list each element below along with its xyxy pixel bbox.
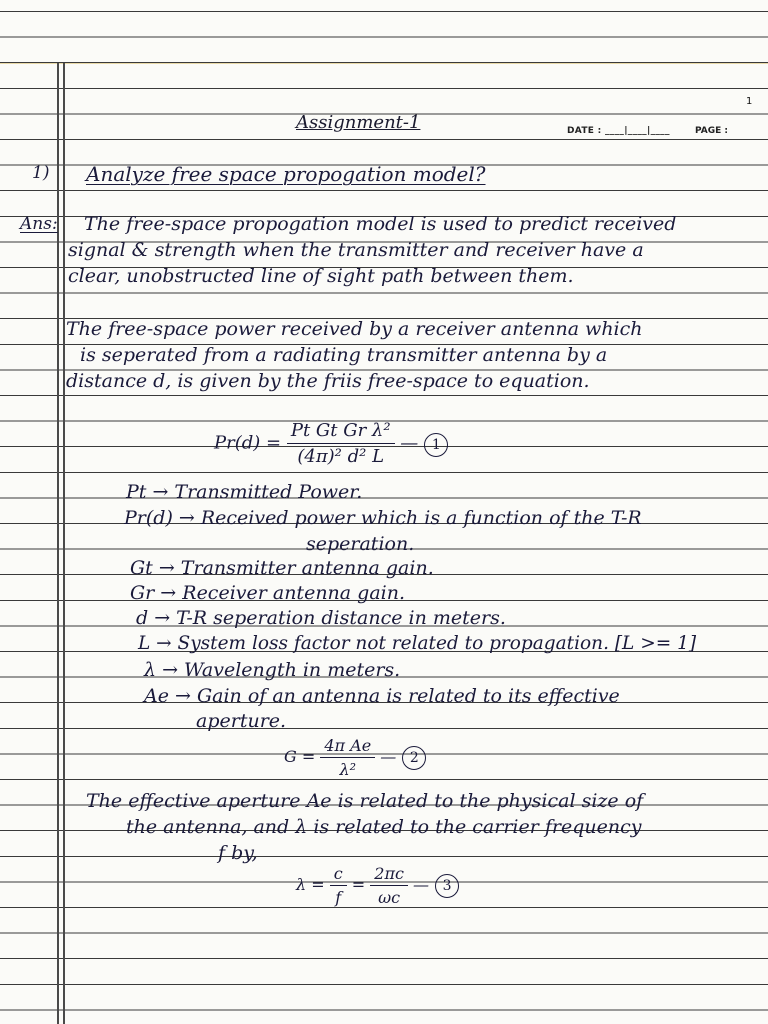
equation-denominator: ωc bbox=[378, 888, 401, 907]
date-field: DATE : ____|____|____ bbox=[567, 126, 670, 136]
definition-line: Pr(d) → Received power which is a function of the T-R bbox=[124, 507, 642, 529]
margin-line bbox=[63, 63, 65, 1024]
body-line: The free-space power received by a receiver antenna which bbox=[66, 318, 643, 340]
page-top-edge bbox=[0, 63, 768, 64]
definition-line: Ae → Gain of an antenna is related to its effective bbox=[144, 685, 620, 707]
definition-line: Pt → Transmitted Power. bbox=[126, 481, 363, 503]
equation-lhs: G = bbox=[284, 747, 316, 766]
equation-numerator: c bbox=[330, 864, 347, 886]
equation-number: 3 bbox=[435, 874, 459, 898]
answer-line: clear, unobstructed line of sight path between them. bbox=[68, 265, 574, 287]
answer-label: Ans: bbox=[20, 214, 58, 234]
body-line: the antenna, and λ is related to the carrier frequency bbox=[126, 816, 642, 838]
assignment-heading: Assignment-1 bbox=[296, 112, 421, 133]
equation-denominator: λ² bbox=[339, 760, 357, 779]
equation-fraction bbox=[287, 420, 395, 467]
equation-numerator: 2πc bbox=[370, 864, 408, 886]
equation-lhs: λ = bbox=[296, 875, 325, 894]
answer-line: The free-space propogation model is used to predict received bbox=[84, 213, 677, 235]
definition-line: λ → Wavelength in meters. bbox=[144, 659, 401, 681]
answer-line: signal & strength when the transmitter and receiver have a bbox=[68, 239, 644, 261]
equation-fraction bbox=[370, 864, 408, 907]
body-line: The effective aperture Ae is related to the physical size of bbox=[86, 790, 644, 812]
equation-wavelength: λ = $\frac{c}{f}$ = $\frac{2\pi c}{\omega c}$ — 3 bbox=[296, 864, 459, 907]
definition-line: L → System loss factor not related to propagation. [L >= 1] bbox=[138, 633, 697, 654]
equation-denominator: (4π)² d² L bbox=[297, 446, 385, 467]
equation-number: 1 bbox=[424, 433, 448, 457]
definition-line: Gt → Transmitter antenna gain. bbox=[130, 557, 434, 579]
margin-line bbox=[57, 63, 59, 1024]
equation-fraction bbox=[330, 864, 347, 907]
equation-denominator: f bbox=[335, 888, 342, 907]
body-line: f by, bbox=[218, 842, 258, 864]
equation-lhs: Pr(d) = bbox=[214, 432, 282, 454]
definition-line: Gr → Receiver antenna gain. bbox=[130, 582, 405, 604]
definition-line: seperation. bbox=[306, 533, 415, 555]
equation-fraction bbox=[320, 736, 375, 779]
equation-number: 2 bbox=[402, 746, 426, 770]
definition-line: aperture. bbox=[196, 710, 287, 732]
body-line: distance d, is given by the friis free-space to equation. bbox=[66, 370, 590, 392]
equation-friis: Pr(d) = $\frac{\text{Pt Gt Gr λ²}}{\text{(4π)² d² L}}$ — 1 bbox=[214, 420, 448, 467]
equation-equals: = bbox=[351, 875, 366, 894]
body-line: is seperated from a radiating transmitter antenna by a bbox=[80, 344, 608, 366]
equation-numerator: 4π Ae bbox=[320, 736, 375, 758]
page-label: PAGE : bbox=[695, 126, 729, 136]
definition-line: d → T-R seperation distance in meters. bbox=[136, 607, 506, 629]
equation-gain: G = $\frac{\text{4π Ae}}{\text{λ²}}$ — 2 bbox=[284, 736, 426, 779]
question-number: 1) bbox=[32, 163, 50, 183]
page-number: 1 bbox=[746, 96, 753, 107]
equation-numerator: Pt Gt Gr λ² bbox=[287, 420, 395, 444]
question-text: Analyze free space propogation model? bbox=[86, 162, 486, 186]
